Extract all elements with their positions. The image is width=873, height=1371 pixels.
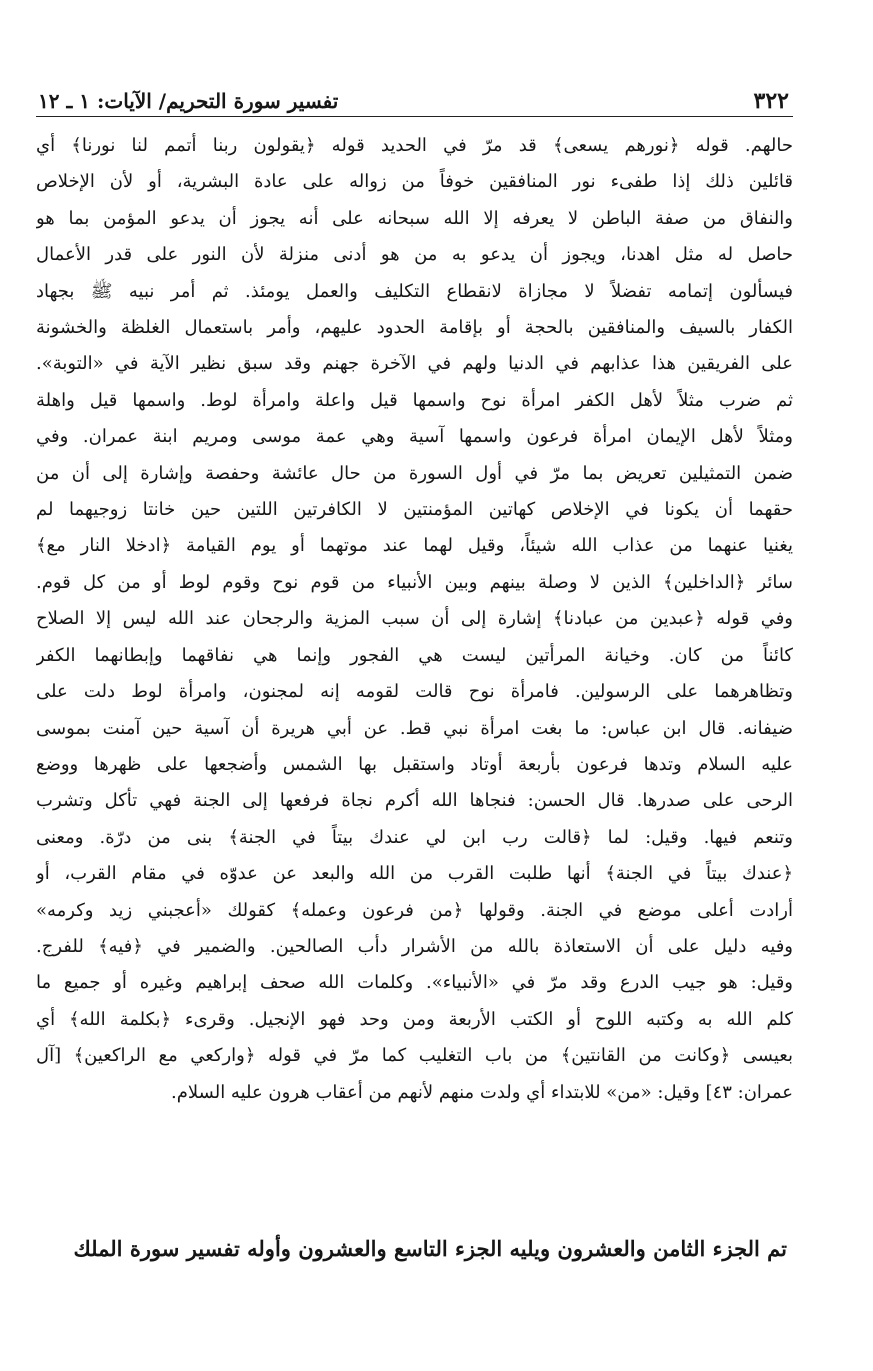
text-line: كائناً من كان. وخيانة المرأتين ليست هي الفجور وإنما هي نفاقهما وإبطانهما الكفر [36, 644, 793, 666]
text-line: قائلين ذلك إذا طفىء نور المنافقين خوفاً من زواله على عادة البشرية، أو لأن الإخلاص [36, 171, 793, 193]
text-line: وفي قوله ﴿عبدين من عبادنا﴾ إشارة إلى أن سبب المزية والرجحان عند الله ليس إلا الصلاح [36, 608, 793, 630]
text-line: حقهما أن يكونا في الإخلاص كهاتين المؤمنتين لا الكافرتين اللتين حين خانتا زوجيهما لم [36, 499, 793, 521]
text-line: ﴿عندك بيتاً في الجنة﴾ أنها طلبت القرب من الله والبعد عن عدوّه في مقام القرب، أو [36, 863, 793, 885]
page-header [36, 86, 793, 117]
text-line: وفيه دليل على أن الاستعاذة بالله من الأشرار دأب الصالحين. والضمير في ﴿فيه﴾ للفرج. [36, 935, 793, 957]
text-line: وتنعم فيها. وقيل: لما ﴿قالت رب ابن لي عندك بيتاً في الجنة﴾ بنى من درّة. ومعنى [36, 826, 793, 848]
text-line: حاصل له مثل اهدنا، ويجوز أن يدعو به من هو أدنى منزلة لأن النور على قدر الأعمال [36, 244, 793, 266]
text-line: بعيسى ﴿وكانت من القانتين﴾ من باب التغليب كما مرّ في قوله ﴿واركعي مع الراكعين﴾ [آل [36, 1045, 793, 1067]
text-line: وقيل: هو جيب الدرع وقد مرّ في «الأنبياء». وكلمات الله صحف إبراهيم وغيره أو جميع ما [36, 972, 793, 994]
text-line: على الفريقين هذا عذابهم في الدنيا ولهم في الآخرة جهنم وقد سبق نظير الآية في «التوبة». [36, 353, 793, 375]
text-line: ثم ضرب مثلاً لأهل الكفر امرأة نوح واسمها قيل واعلة وامرأة لوط. واسمها قيل واهلة [36, 389, 793, 411]
text-line: وتظاهرهما على الرسولين. فامرأة نوح قالت لقومه إنه لمجنون، وامرأة لوط دلت على [36, 681, 793, 703]
text-line: الرحى على صدرها. قال الحسن: فنجاها الله أكرم نجاة فرفعها إلى الجنة فهي تأكل وتشرب [36, 790, 793, 812]
text-line: أرادت أعلى موضع في الجنة. وقولها ﴿من فرعون وعمله﴾ كقولك «أعجبني زيد وكرمه» [36, 899, 793, 921]
text-line: فيسألون إتمامه تفضلاً لا مجازاة لانقطاع التكليف والعمل يومئذ. ثم أمر نبيه ﷺ بجهاد [36, 280, 793, 302]
text-line: ضيفانه. قال ابن عباس: ما بغت امرأة نبي قط. عن أبي هريرة أن آسية حين آمنت بموسى [36, 717, 793, 739]
text-line: والنفاق من صفة الباطن لا يعرفه إلا الله سبحانه على أنه يجوز أن يدعو المؤمن بما هو [36, 207, 793, 229]
text-line: ومثلاً لأهل الإيمان امرأة فرعون واسمها آسية وهي عمة موسى ومريم ابنة عمران. وفي [36, 426, 793, 448]
volume-end-note: تم الجزء الثامن والعشرون ويليه الجزء التاسع والعشرون وأوله تفسير سورة الملك [73, 1236, 787, 1261]
page-number: ٣٢٢ [753, 88, 789, 114]
text-line: كلم الله به وكتبه اللوح أو الكتب الأربعة ومن وحد فهو الإنجيل. وقرىء ﴿بكلمة الله﴾ أي [36, 1008, 793, 1030]
running-title: تفسير سورة التحريم/ الآيات: ١ ـ ١٢ [38, 89, 339, 113]
text-line: سائر ﴿الداخلين﴾ الذين لا وصلة بينهم وبين الأنبياء من قوم نوح وقوم لوط أو من كل قوم. [36, 571, 793, 593]
text-line: عمران: ٤٣] وقيل: «من» للابتداء أي ولدت منهم لأنهم من أعقاب هرون عليه السلام. [171, 1081, 793, 1103]
text-line: يغنيا عنهما من عذاب الله شيئاً، وقيل لهما عند موتهما أو يوم القيامة ﴿ادخلا النار مع﴾ [36, 535, 793, 557]
text-line: الكفار بالسيف والمنافقين بالحجة أو بإقامة الحدود عليهم، وأمر باستعمال الغلظة والخشونة [36, 317, 793, 339]
text-line: ضمن التمثيلين تعريض بما مرّ في أول السورة من حال عائشة وحفصة وإشارة إلى أن من [36, 462, 793, 484]
body-text [36, 128, 793, 1111]
text-line: حالهم. قوله ﴿نورهم يسعى﴾ قد مرّ في الحديد قوله ﴿يقولون ربنا أتمم لنا نورنا﴾ أي [36, 135, 793, 156]
text-line: عليه السلام وتدها فرعون بأربعة أوتاد واستقبل بها الشمس وأضجعها على ظهرها ووضع [36, 753, 793, 775]
